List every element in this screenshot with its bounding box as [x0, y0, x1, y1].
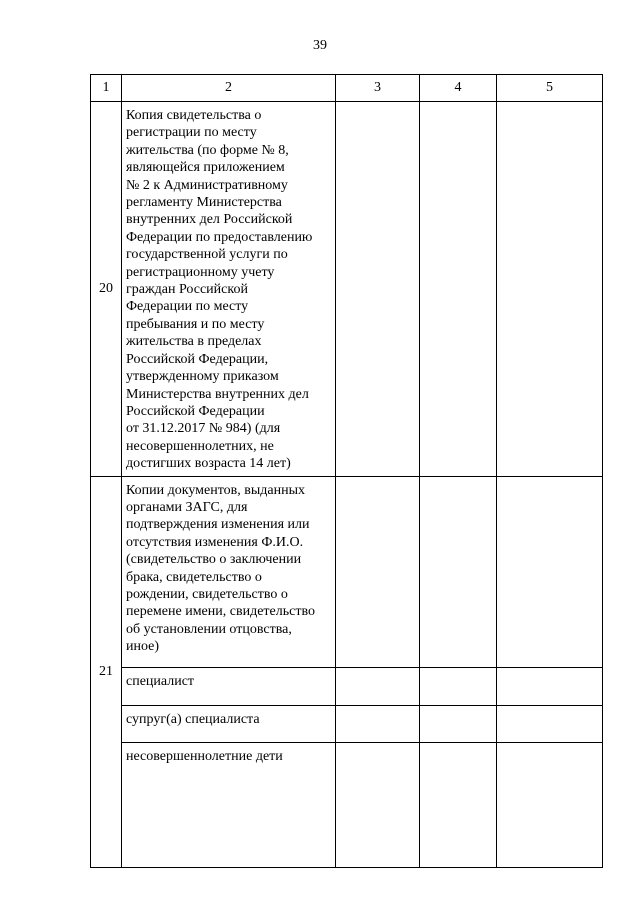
text-line: жительства (по форме № 8,: [126, 142, 289, 158]
empty-cell: [336, 667, 420, 705]
text-line: Российской Федерации: [126, 403, 265, 419]
text-line: Российской Федерации,: [126, 351, 269, 367]
text-line: граждан Российской: [126, 282, 248, 298]
page-number: 39: [313, 38, 327, 53]
document-description: [122, 476, 336, 667]
text-line: государственной услуги по: [126, 247, 288, 263]
text-line: утвержденному приказом: [126, 369, 279, 385]
text-line: перемене имени, свидетельство: [126, 604, 315, 620]
table-row: [91, 102, 603, 477]
empty-cell: [497, 102, 603, 477]
text-line: Копия свидетельства о: [126, 108, 262, 123]
header-cell-4: 4: [420, 75, 497, 102]
header-cell-5: 5: [497, 75, 603, 102]
empty-cell: [336, 742, 420, 867]
text-line: Министерства внутренних дел: [126, 386, 309, 402]
text-line: отсутствия изменения Ф.И.О.: [126, 534, 304, 550]
table-subrow: [91, 667, 603, 705]
text-line: брака, свидетельство о: [126, 569, 262, 585]
table-subrow: [91, 705, 603, 742]
text-line: жительства в пределах: [126, 334, 262, 350]
document-description: [122, 102, 336, 477]
row-number: 20: [91, 102, 122, 477]
text-line: рождении, свидетельство о: [126, 586, 288, 602]
row-number: 21: [91, 476, 122, 867]
text-line: являющейся приложением: [126, 160, 285, 176]
header-cell-3: 3: [336, 75, 420, 102]
table-row: [91, 476, 603, 667]
empty-cell: [420, 102, 497, 477]
empty-cell: [420, 705, 497, 742]
header-cell-1: 1: [91, 75, 122, 102]
empty-cell: [336, 102, 420, 477]
text-line: Федерации по предоставлению: [126, 229, 313, 245]
text-line: несовершеннолетних, не: [126, 438, 274, 454]
text-line: от 31.12.2017 № 984) (для: [126, 421, 281, 437]
text-line: органами ЗАГС, для: [126, 499, 248, 515]
empty-cell: [336, 705, 420, 742]
empty-cell: [420, 742, 497, 867]
subrow-label: супруг(а) специалиста: [122, 705, 336, 742]
empty-cell: [497, 476, 603, 667]
text-line: регистрационному учету: [126, 264, 275, 280]
document-table: [90, 74, 603, 868]
text-line: (свидетельство о заключении: [126, 552, 302, 568]
empty-cell: [497, 742, 603, 867]
text-line: подтверждения изменения или: [126, 517, 310, 533]
subrow-label: несовершеннолетние дети: [122, 742, 336, 867]
text-line: иное): [126, 639, 160, 655]
text-line: регистрации по месту: [126, 125, 257, 141]
text-line: об установлении отцовства,: [126, 621, 292, 637]
text-line: пребывания и по месту: [126, 316, 265, 332]
header-cell-2: 2: [122, 75, 336, 102]
empty-cell: [336, 476, 420, 667]
text-line: внутренних дел Российской: [126, 212, 293, 228]
text-line: регламенту Министерства: [126, 195, 282, 211]
text-line: № 2 к Административному: [126, 177, 288, 193]
empty-cell: [497, 705, 603, 742]
text-line: Федерации по месту: [126, 299, 249, 315]
table-header-row: [91, 75, 603, 102]
subrow-label: специалист: [122, 667, 336, 705]
table-subrow: [91, 742, 603, 867]
empty-cell: [497, 667, 603, 705]
text-line: достигших возраста 14 лет): [126, 456, 291, 472]
text-line: Копии документов, выданных: [126, 482, 306, 498]
empty-cell: [420, 476, 497, 667]
empty-cell: [420, 667, 497, 705]
